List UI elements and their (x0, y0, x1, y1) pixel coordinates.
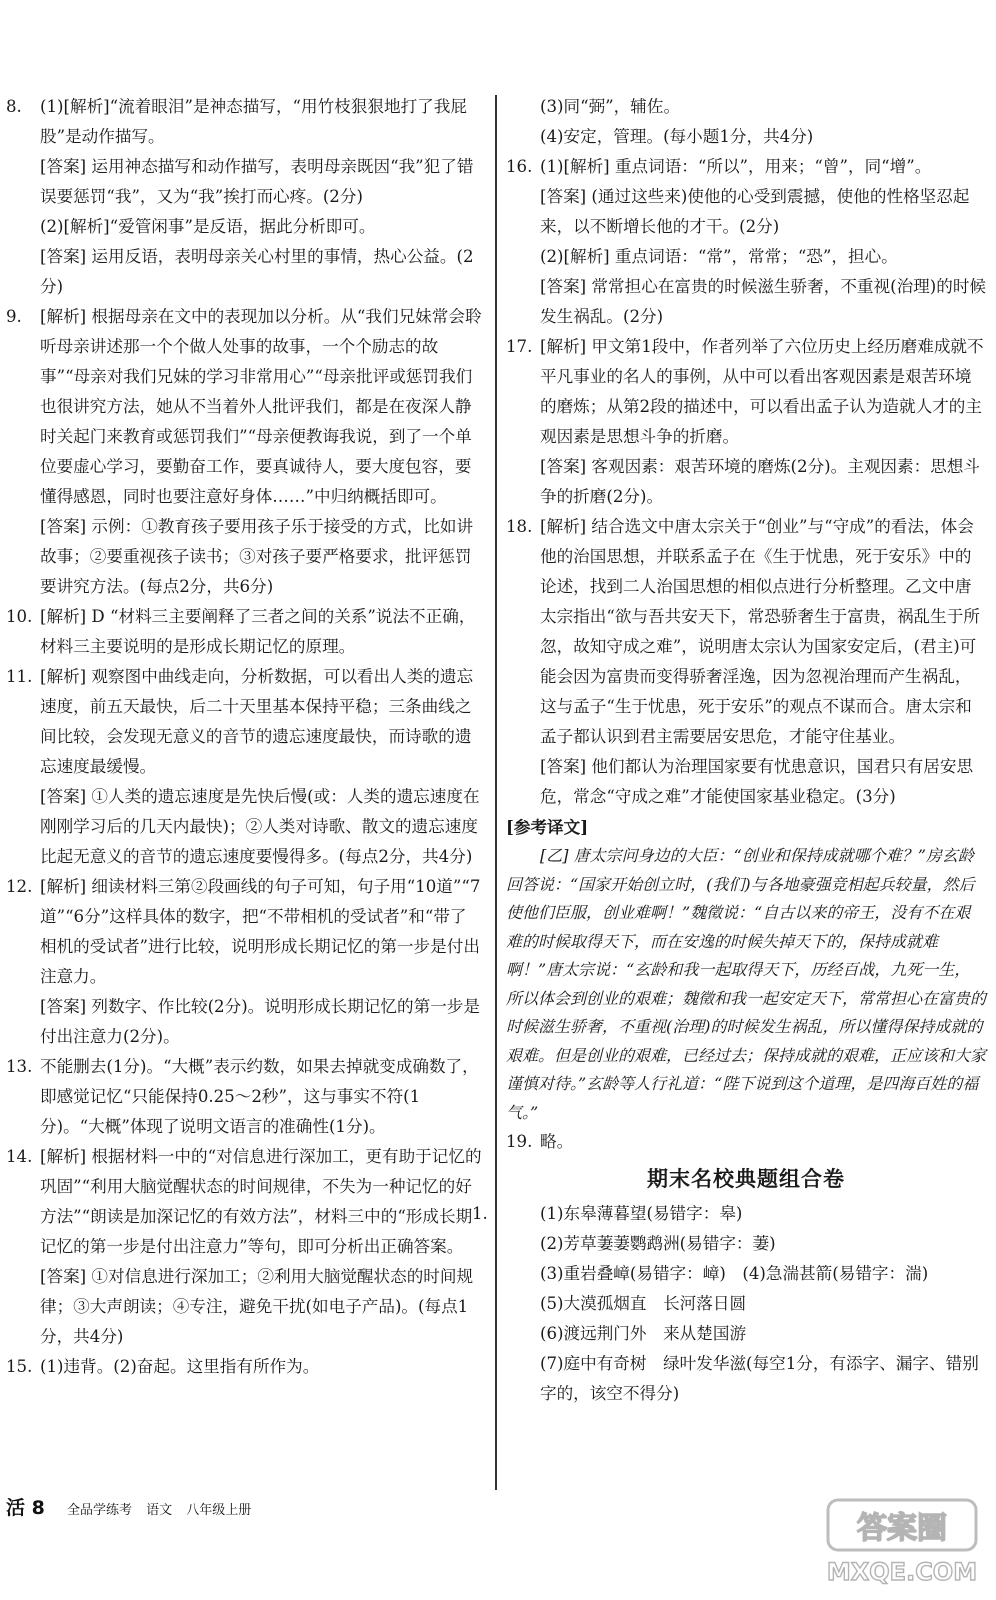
answer-continuation (506, 752, 986, 812)
section-item-text: (5)大漠孤烟直 长河落日圆 (540, 1294, 747, 1313)
answer-text: [解析] D “材料三主要阐释了三者之间的关系”说法不正确，材料三主要说明的是形成长期记忆的原理。 (40, 607, 476, 656)
answer-text: [答案] 示例：①教育孩子要用孩子乐于接受的方式，比如讲故事；②要重视孩子读书；③对孩子要严格要求，批评惩罚要讲究方法。(每点2分，共6分) (40, 517, 474, 596)
answer-text: [答案] 他们都认为治理国家要有忧患意识，国君只有居安思危，常念“守成之难”才能使国家基业稳定。(3分) (540, 757, 974, 806)
question-number: 10. (6, 607, 33, 626)
answer-text: (4)安定，管理。(每小题1分，共4分) (540, 127, 814, 146)
section-item-text: (3)重岩叠嶂(易错字：嶂) (4)急湍甚箭(易错字：湍) (540, 1264, 929, 1283)
section-item-text: (2)芳草萋萋鹦鹉洲(易错字：萋) (540, 1234, 776, 1253)
answer-text: [答案] ①人类的遗忘速度是先快后慢(或：人类的遗忘速度在刚刚学习后的几天内最快)；②人类对诗歌、散文的遗忘速度比起无意义的音节的遗忘速度要慢得多。(每点2分，共4分) (40, 787, 480, 866)
watermark-url: MXQE.COM (826, 1558, 978, 1586)
answer-text: [解析] 甲文第1段中，作者列举了六位历史上经历磨难成就不平凡事业的名人的事例，从中可以看出客观因素是艰苦环境的磨炼；从第2段的描述中，可以看出孟子认为造就人才的主观因素是思想斗争的折磨。 (540, 337, 984, 446)
answer-continuation (6, 782, 482, 872)
answer-item-15 (6, 1352, 482, 1382)
question-number: 13. (6, 1057, 33, 1076)
question-number: 1. (472, 1204, 488, 1223)
section-item (506, 1319, 986, 1349)
series-name: 全品学练考 (66, 1503, 132, 1518)
answer-continuation (6, 1262, 482, 1352)
answer-text: [答案] ①对信息进行深加工；②利用大脑觉醒状态的时间规律；③大声朗读；④专注，避免干扰(如电子产品)。(每点1分，共4分) (40, 1267, 474, 1346)
answer-continuation (506, 182, 986, 242)
answer-continuation (506, 272, 986, 332)
question-number: 19. (506, 1132, 533, 1151)
section-item-text: (1)东皋薄暮望(易错字：皋) (540, 1204, 743, 1223)
answer-item-17 (506, 332, 986, 452)
answer-text: [解析] 结合选文中唐太宗关于“创业”与“守成”的看法，体会他的治国思想，并联系孟子在《生于忧患，死于安乐》中的论述，找到二人治国思想的相似点进行分析整理。乙文中唐太宗指出“欲与吾共安天下，常恐骄奢生于富贵，祸乱生于所忽，故知守成之难”，说明唐太宗认为国家安定后，(君主)可能会因为富贵而变得骄奢淫逸，因为忽视治理而产生祸乱，这与孟子“生于忧患，死于安乐”的观点不谋而合。唐太宗和孟子都认识到君主需要居安思危，才能守住基业。 (540, 517, 980, 746)
answer-text: [解析] 观察图中曲线走向，分析数据，可以看出人类的遗忘速度，前五天最快，后二十天里基本保持平稳；三条曲线之间比较，会发现无意义的音节的遗忘速度最快，而诗歌的遗忘速度最缓慢。 (40, 667, 474, 776)
left-column (6, 92, 482, 1382)
page-number: 活 8 (6, 1497, 45, 1519)
section-item (472, 1199, 986, 1229)
watermark-logo (826, 1496, 978, 1588)
answer-item-14 (6, 1142, 482, 1262)
answer-item-12 (6, 872, 482, 992)
answer-item-18 (506, 512, 986, 752)
answer-text: [答案] 列数字、作比较(2分)。说明形成长期记忆的第一步是付出注意力(2分)。 (40, 997, 480, 1046)
question-19 (506, 1127, 986, 1157)
answer-text: [答案] 客观因素：艰苦环境的磨炼(2分)。主观因素：思想斗争的折磨(2分)。 (540, 457, 980, 506)
answer-text: [答案] 运用反语，表明母亲关心村里的事情，热心公益。(2分) (40, 247, 474, 296)
answer-text: (2)[解析]“爱管闲事”是反语，据此分析即可。 (40, 217, 376, 236)
answer-item-9 (6, 302, 482, 512)
answer-continuation (506, 92, 986, 122)
answer-text: [解析] 细读材料三第②段画线的句子可知，句子用“10道”“7道”“6分”这样具体的数字，把“不带相机的受试者”和“带了相机的受试者”进行比较，说明形成长期记忆的第一步是付出注意力。 (40, 877, 481, 986)
answer-text: [解析] 根据母亲在文中的表现加以分析。从“我们兄妹常会聆听母亲讲述那一个个做人处事的故事，一个个励志的故事”“母亲对我们兄妹的学习非常用心”“母亲批评或惩罚我们也很讲究方法，她从不当着外人批评我们，都是在夜深人静时关起门来教育或惩罚我们”“母亲便教诲我说，到了一个单位要虚心学习，要勤奋工作，要真诚待人，要大度包容，要懂得感恩，同时也要注意好身体……”中归纳概括即可。 (40, 307, 482, 506)
question-number: 14. (6, 1147, 33, 1166)
answer-text: [解析] 根据材料一中的“对信息进行深加工，更有助于记忆的巩固”“利用大脑觉醒状态的时间规律，不失为一种记忆的好方法”“朗读是加深记忆的有效方法”，材料三中的“形成长期记忆的第一步是付出注意力”等句，即可分析出正确答案。 (40, 1147, 482, 1256)
answer-item-11 (6, 662, 482, 782)
question-text: 略。 (540, 1132, 574, 1151)
question-number: 18. (506, 517, 533, 536)
answer-text: 不能删去(1分)。“大概”表示约数，如果去掉就变成确数了，即感觉记忆“只能保持0.25～2秒”，这与事实不符(1分)。“大概”体现了说明文语言的准确性(1分)。 (40, 1057, 479, 1136)
page-footer (6, 1493, 261, 1520)
section-item (506, 1259, 986, 1289)
section-title: 期末名校典题组合卷 (647, 1167, 845, 1191)
reference-translation-text: [乙] 唐太宗问身边的大臣：“创业和保持成就哪个难？”房玄龄回答说：“国家开始创立时，(我们)与各地豪强竞相起兵较量，然后使他们臣服，创业难啊！”魏徵说：“自古以来的帝王，没有不在艰难的时候取得天下，而在安逸的时候失掉天下的，保持成就难啊！”唐太宗说：“玄龄和我一起取得天下，历经百战，九死一生，所以体会到创业的艰难；魏徵和我一起安定天下，常常担心在富贵的时候滋生骄奢，不重视(治理)的时候发生祸乱，所以懂得保持成就的艰难。但是创业的艰难，已经过去；保持成就的艰难，正应该和大家谨慎对待。”玄龄等人行礼道：“陛下说到这个道理，是四海百姓的福气。” (506, 846, 987, 1122)
answer-text: (3)同“弼”，辅佐。 (540, 97, 681, 116)
answer-text: [答案] 常常担心在富贵的时候滋生骄奢，不重视(治理)的时候发生祸乱。(2分) (540, 277, 987, 326)
question-number: 15. (6, 1357, 33, 1376)
question-number: 11. (6, 667, 33, 686)
answer-continuation (6, 512, 482, 602)
section-item (506, 1349, 986, 1409)
answer-text: (2)[解析] 重点词语：“常”，常常；“恐”，担心。 (540, 247, 898, 266)
answer-text: (1)违背。(2)奋起。这里指有所作为。 (40, 1357, 320, 1376)
answer-item-10 (6, 602, 482, 662)
answer-text: (1)[解析]“流着眼泪”是神态描写，“用竹枝狠狠地打了我屁股”是动作描写。 (40, 97, 467, 146)
answer-continuation (6, 992, 482, 1052)
section-item-text: (7)庭中有奇树 绿叶发华滋(每空1分，有添字、漏字、错别字的，该空不得分) (540, 1354, 979, 1403)
subject-name: 语文 (146, 1503, 173, 1518)
question-number: 12. (6, 877, 33, 896)
answer-item-8 (6, 92, 482, 152)
question-number: 16. (506, 157, 533, 176)
column-divider (495, 95, 497, 1490)
section-item-text: (6)渡远荆门外 来从楚国游 (540, 1324, 747, 1343)
answer-continuation (506, 452, 986, 512)
question-number: 8. (6, 97, 22, 116)
answer-continuation (6, 212, 482, 242)
answer-item-13 (6, 1052, 482, 1142)
answer-continuation (506, 242, 986, 272)
watermark-brand: 答案圈 (857, 1511, 947, 1546)
answer-continuation (506, 122, 986, 152)
question-number: 9. (6, 307, 22, 326)
section-item (506, 1229, 986, 1259)
answer-item-16 (506, 152, 986, 182)
right-column (472, 92, 987, 1409)
answer-text: [答案] (通过这些来)使他的心受到震撼，使他的性格坚忍起来，以不断增长他的才干。(2分) (540, 187, 970, 236)
section-item (506, 1289, 986, 1319)
answer-text: (1)[解析] 重点词语：“所以”，用来；“曾”，同“增”。 (540, 157, 932, 176)
reference-translation-title: [参考译文] (506, 817, 589, 837)
answer-continuation (6, 152, 482, 212)
grade-name: 八年级上册 (186, 1503, 252, 1518)
watermark-graphic (826, 1496, 978, 1588)
question-number: 17. (506, 337, 533, 356)
section-items (472, 1199, 986, 1409)
answer-continuation (6, 242, 482, 302)
answer-text: [答案] 运用神态描写和动作描写，表明母亲既因“我”犯了错误要惩罚“我”，又为“我”挨打而心疼。(2分) (40, 157, 474, 206)
